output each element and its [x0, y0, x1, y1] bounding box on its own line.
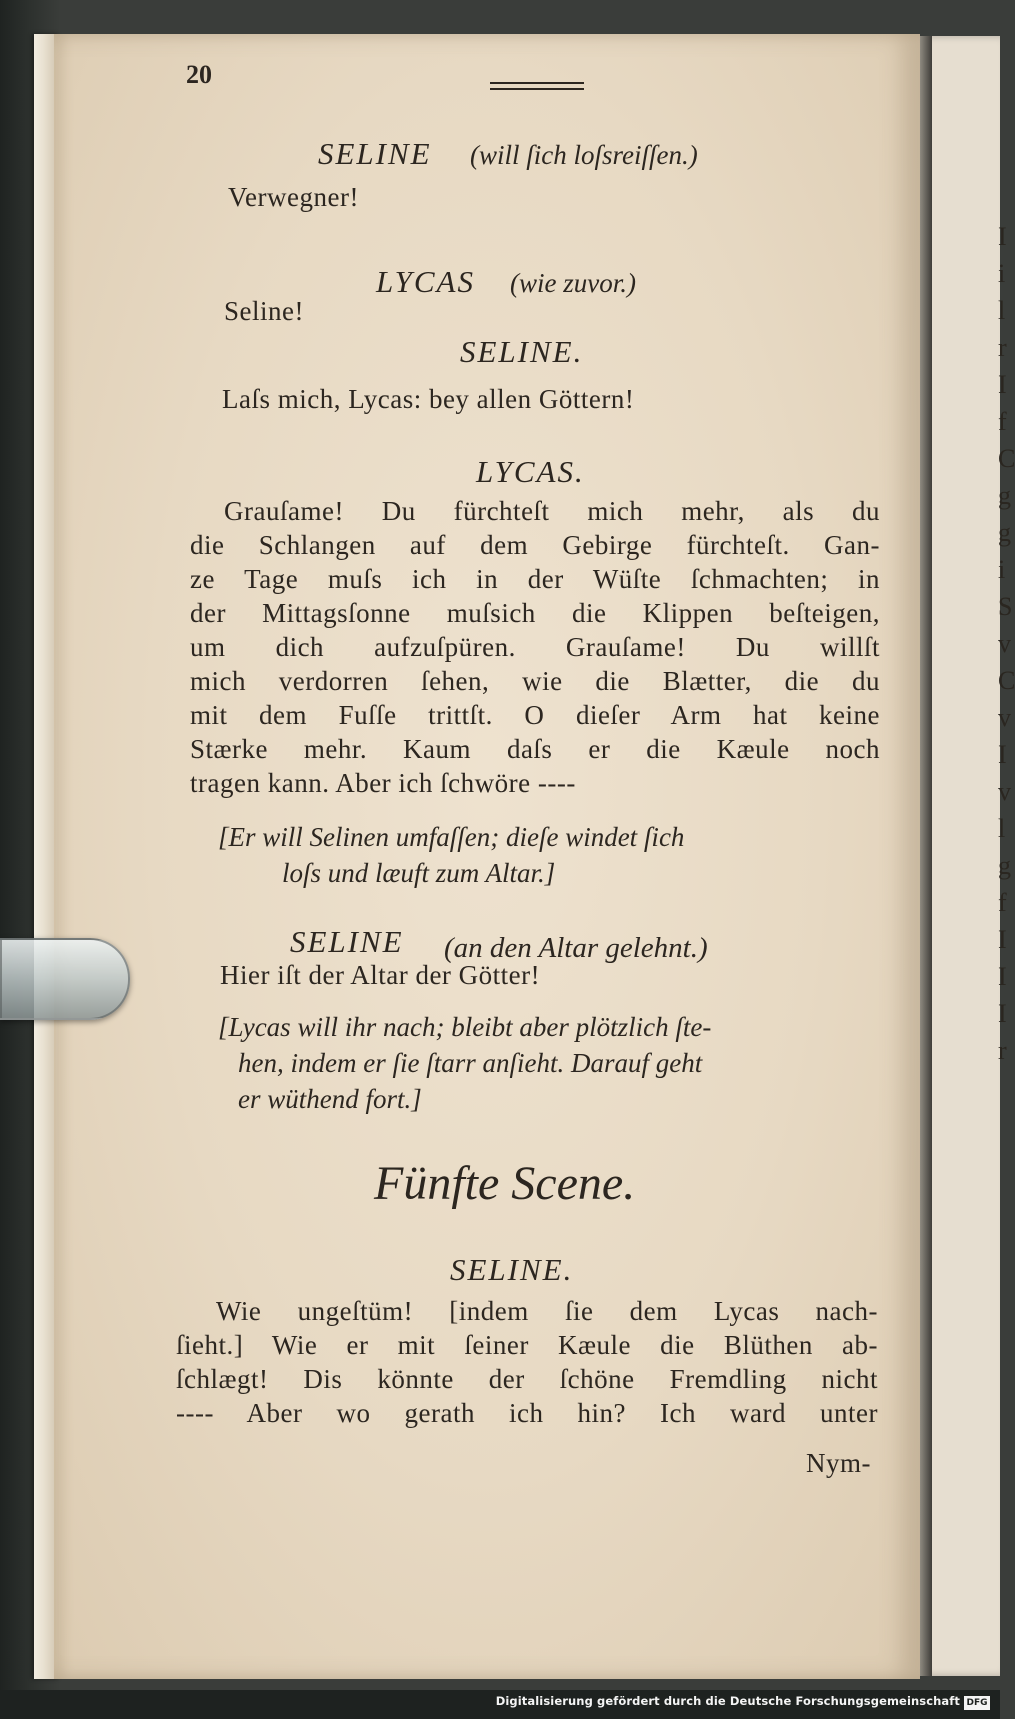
dialogue-line: Laſs mich, Lycas: bey allen Göttern!	[222, 384, 635, 414]
facing-page-fragment: g	[998, 851, 1011, 880]
facing-page-fragment: f	[998, 407, 1007, 436]
text-line: tragen kann. Aber ich ſchwöre ----	[190, 768, 576, 798]
speaker-seline: SELINE	[290, 924, 404, 959]
facing-page-fragment: g	[998, 481, 1011, 510]
text-line: er wüthend fort.]	[238, 1084, 422, 1114]
speaker-seline: SELINE.	[450, 1252, 574, 1287]
facing-page-fragment: C	[998, 444, 1015, 473]
facing-page-fragment: v	[998, 629, 1011, 658]
speaker-seline: SELINE	[318, 136, 432, 171]
stage-direction: (will ſich loſsreiſſen.)	[470, 140, 698, 170]
page-clip	[0, 938, 130, 1020]
scene-title: Fünfte Scene.	[374, 1157, 636, 1210]
text-line: ---- Aber wo gerath ich hin? Ich ward unter	[176, 1398, 878, 1428]
catchword: Nym-	[806, 1448, 871, 1478]
text-line: mich verdorren ſehen, wie die Blætter, die du	[190, 666, 880, 696]
facing-page-fragment: g	[998, 518, 1011, 547]
header-ornament	[490, 82, 584, 98]
text-line: um dich aufzuſpüren. Grauſame! Du willſt	[190, 632, 880, 662]
facing-page-fragment: I	[998, 222, 1007, 251]
text-line: [Lycas will ihr nach; bleibt aber plötzlich ſte-	[218, 1012, 712, 1042]
speaker-seline: SELINE.	[460, 334, 584, 369]
facing-page-fragment: l	[998, 814, 1006, 843]
facing-page-fragment: f	[998, 888, 1007, 917]
text-line: Wie ungeſtüm! [indem ſie dem Lycas nach-	[216, 1296, 878, 1326]
facing-page-fragment: I	[998, 962, 1007, 991]
text-line: ſchlægt! Dis könnte der ſchöne Fremdling nicht	[176, 1364, 878, 1394]
facing-page-fragment: C	[998, 666, 1015, 695]
footer-credit: Digitalisierung gefördert durch die Deutsche Forschungsgemeinschaft	[495, 1694, 960, 1708]
text-line: ze Tage muſs ich in der Wüſte ſchmachten; in	[190, 564, 880, 594]
text-line: Grauſame! Du fürchteſt mich mehr, als du	[224, 496, 880, 526]
facing-page-fragment: i	[998, 555, 1006, 584]
facing-page-fragment: I	[998, 740, 1007, 769]
facing-page-fragment: S	[998, 592, 1013, 621]
page-number: 20	[186, 60, 212, 89]
text-line: [Er will Selinen umfaſſen; dieſe windet ſich	[218, 822, 685, 852]
speaker-lycas: LYCAS.	[476, 454, 585, 489]
text-line: die Schlangen auf dem Gebirge fürchteſt. Gan-	[190, 530, 880, 560]
book-page	[54, 34, 920, 1679]
facing-page-fragment: i	[998, 259, 1006, 288]
text-line: ſieht.] Wie er mit ſeiner Kæule die Blüthen ab-	[176, 1330, 878, 1360]
stage-direction: (wie zuvor.)	[510, 268, 636, 298]
facing-page-fragment: I	[998, 999, 1007, 1028]
facing-page-fragment: I	[998, 370, 1007, 399]
dfg-logo: DFG	[964, 1696, 990, 1710]
dialogue-line: Hier iſt der Altar der Götter!	[220, 960, 541, 990]
page-gutter	[920, 36, 932, 1676]
text-line: mit dem Fuſſe trittſt. O dieſer Arm hat keine	[190, 700, 880, 730]
speaker-lycas: LYCAS	[376, 264, 475, 299]
text-line: Stærke mehr. Kaum daſs er die Kæule noch	[190, 734, 880, 764]
facing-page-fragment: v	[998, 777, 1011, 806]
facing-page-fragment: v	[998, 703, 1011, 732]
text-line: der Mittagsſonne muſsich die Klippen beſteigen,	[190, 598, 880, 628]
text-line: hen, indem er ſie ſtarr anſieht. Darauf geht	[238, 1048, 703, 1078]
text-line: loſs und læuft zum Altar.]	[282, 858, 556, 888]
facing-page-fragment: l	[998, 296, 1006, 325]
facing-page-fragment: r	[998, 1036, 1007, 1065]
stage-direction: (an den Altar gelehnt.)	[444, 932, 708, 964]
facing-page-fragment: I	[998, 925, 1007, 954]
dialogue-line: Verwegner!	[228, 182, 359, 212]
dialogue-line: Seline!	[224, 296, 304, 326]
facing-page-fragment: r	[998, 333, 1007, 362]
